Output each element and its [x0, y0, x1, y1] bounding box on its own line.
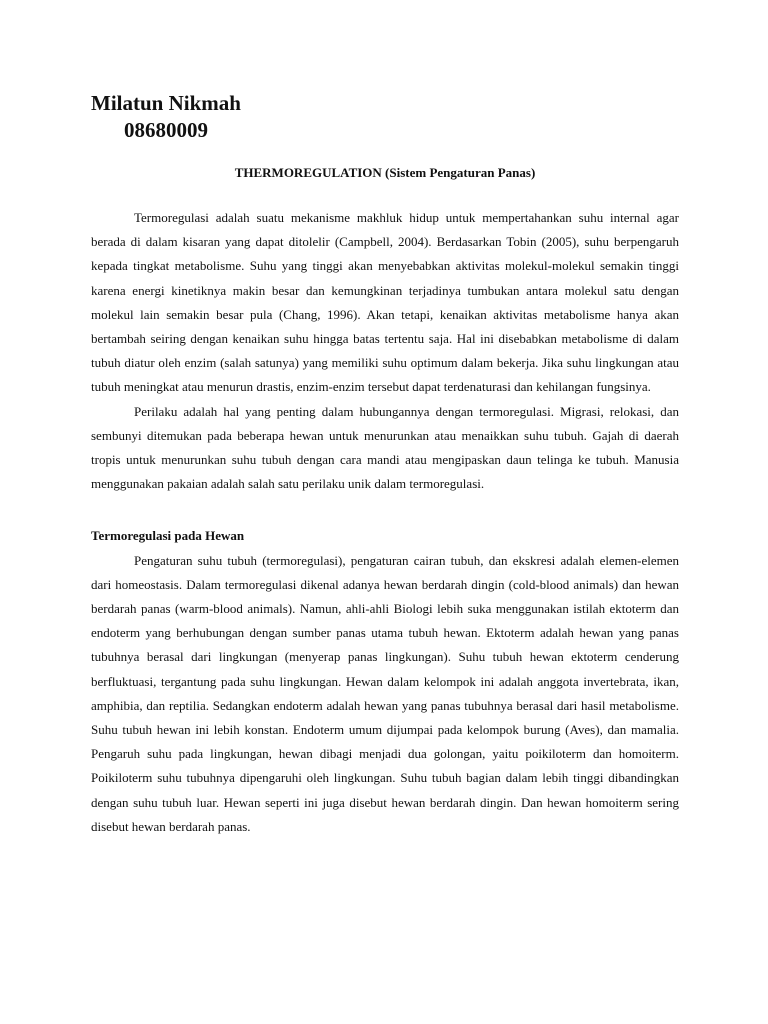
paragraph-behavior: Perilaku adalah hal yang penting dalam hubungannya dengan termoregulasi. Migrasi, relokasi, dan sembunyi ditemukan pada beberapa hewan untuk menurunkan atau menaikkan suhu tubuh. Gajah di daerah tropis untuk menurunkan suhu tubuh dengan cara mandi atau mengipaskan daun telinga ke tubuh. Manusia menggunakan pakaian adalah salah satu perilaku unik dalam termoregulasi. [91, 403, 679, 492]
paragraph-intro: Termoregulasi adalah suatu mekanisme makhluk hidup untuk mempertahankan suhu internal agar berada di dalam kisaran yang dapat ditolelir (Campbell, 2004). Berdasarkan Tobin (2005), suhu berpengaruh kepada tingkat metabolisme. Suhu yang tinggi akan menyebabkan aktivitas molekul-molekul semakin tinggi karena energi kinetiknya makin besar dan kemungkinan terjadinya tumbukan antara molekul satu dengan molekul lain semakin besar pula (Chang, 1996). Akan tetapi, kenaikan aktivitas metabolisme hanya akan bertambah seiring dengan kenaikan suhu hingga batas tertentu saja. Hal ini disebabkan metabolisme di dalam tubuh diatur oleh enzim (salah satunya) yang memiliki suhu optimum dalam bekerja. Jika suhu lingkungan atau tubuh meningkat atau menurun drastis, enzim-enzim tersebut dapat terdenaturasi dan kehilangan fungsinya. [91, 210, 679, 395]
section-heading: Termoregulasi pada Hewan [91, 528, 245, 544]
author-student-id: 08680009 [124, 118, 208, 142]
paragraph-animals: Pengaturan suhu tubuh (termoregulasi), pengaturan cairan tubuh, dan ekskresi adalah elemen-elemen dari homeostasis. Dalam termoregulasi dikenal adanya hewan berdarah dingin (cold-blood animals) dan hewan berdarah panas (warm-blood animals). Namun, ahli-ahli Biologi lebih suka menggunakan istilah ektoterm dan endoterm yang berhubungan dengan sumber panas utama tubuh hewan. Ektoterm adalah hewan yang panas tubuhnya berasal dari lingkungan (menyerap panas lingkungan). Suhu tubuh hewan ektoterm cenderung berfluktuasi, tergantung pada suhu lingkungan. Hewan dalam kelompok ini adalah anggota invertebrata, ikan, amphibia, dan reptilia. Sedangkan endoterm adalah hewan yang panas tubuhnya berasal dari hasil metabolisme. Suhu tubuh hewan ini lebih konstan. Endoterm umum dijumpai pada kelompok burung (Aves), dan mamalia. Pengaruh suhu pada lingkungan, hewan dibagi menjadi dua golongan, yaitu poikiloterm dan homoiterm. Poikiloterm suhu tubuhnya dipengaruhi oleh lingkungan. Suhu tubuh bagian dalam lebih tinggi dibandingkan dengan suhu tubuh luar. Hewan seperti ini juga disebut hewan berdarah dingin. Dan hewan homoiterm sering disebut hewan berdarah panas. [91, 552, 679, 834]
document-body [91, 206, 679, 839]
document-title: THERMOREGULATION (Sistem Pengaturan Panas) [234, 165, 536, 180]
author-name: Milatun Nikmah [91, 91, 241, 115]
